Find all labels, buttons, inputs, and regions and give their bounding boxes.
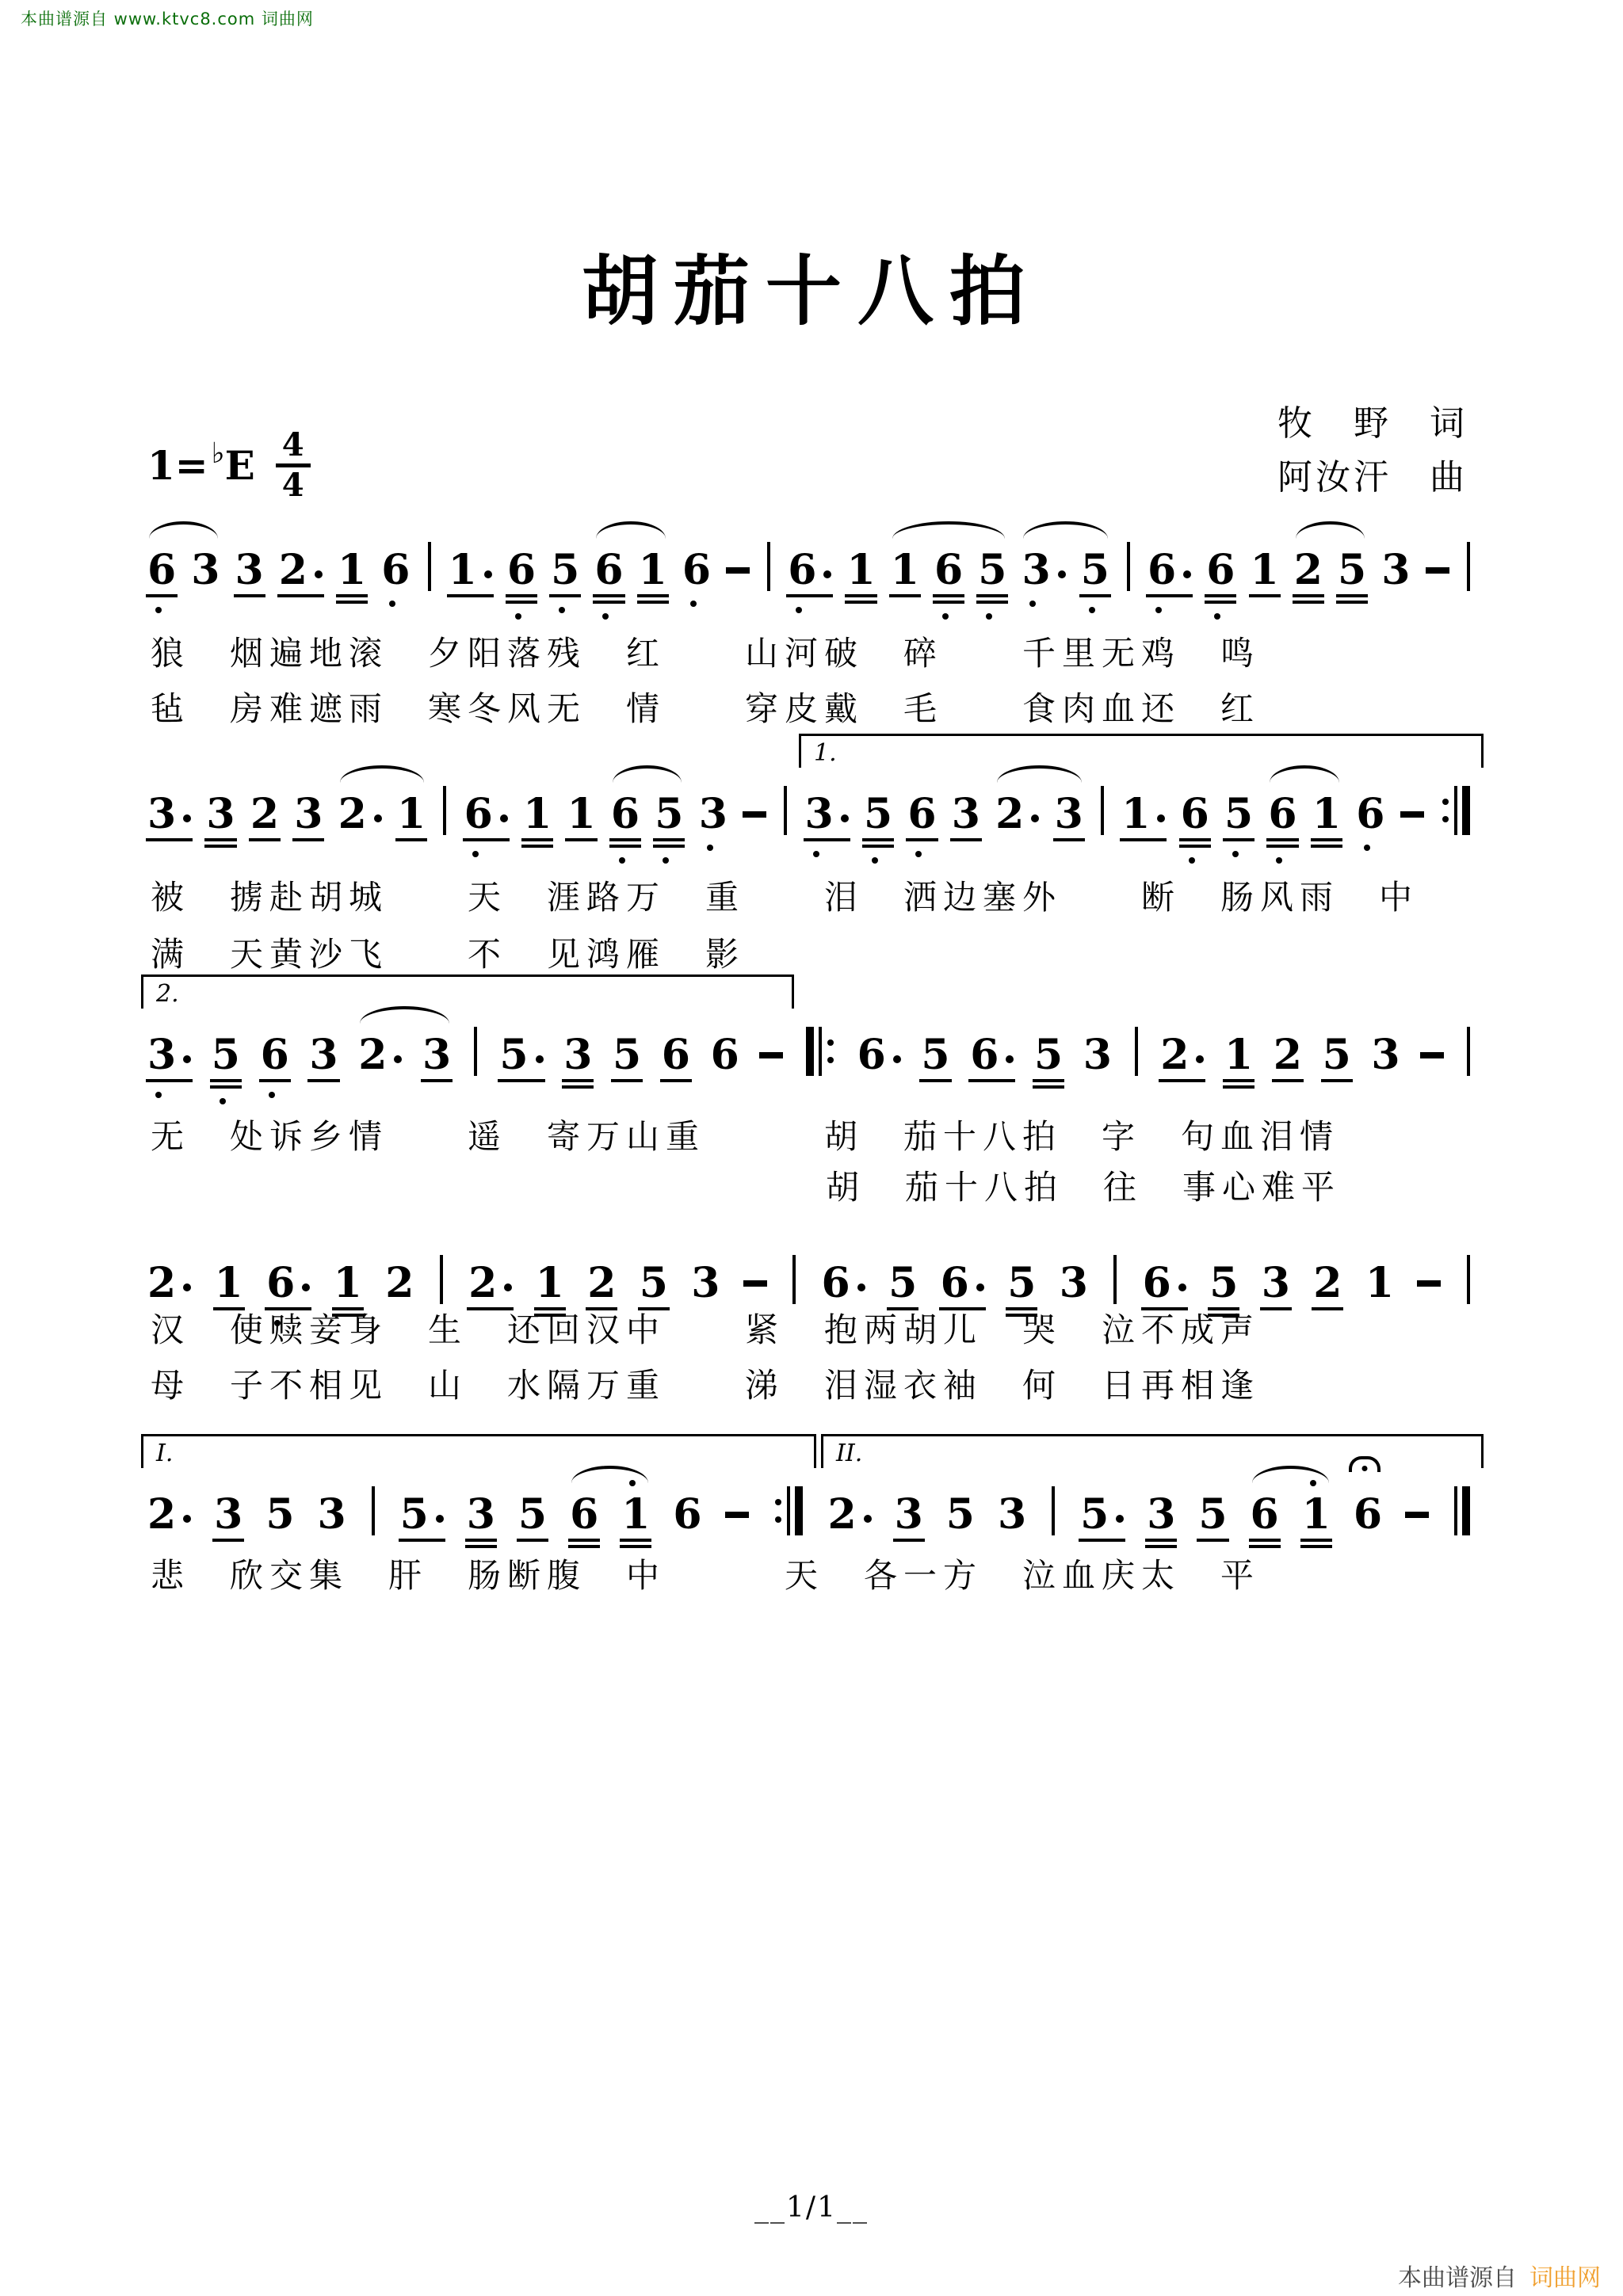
jianpu-note: 6	[570, 1489, 598, 1535]
repeat-barline	[772, 1486, 805, 1535]
jianpu-note: 3	[1059, 1259, 1088, 1307]
barline	[1465, 1255, 1472, 1304]
jianpu-note: 2	[468, 1258, 512, 1304]
jianpu-note: 5	[888, 1258, 917, 1304]
slur-arc	[596, 521, 666, 539]
jianpu-note: 6	[1143, 1258, 1186, 1304]
slur-arc	[1270, 765, 1339, 783]
barline	[1465, 1027, 1472, 1076]
jianpu-note: 5	[1323, 1030, 1351, 1076]
jianpu-note: 3	[317, 1490, 346, 1539]
lyricist-credit: 牧 野 词	[1277, 403, 1468, 444]
jianpu-note: 2	[1313, 1258, 1342, 1304]
jianpu-note: 3	[997, 1490, 1027, 1539]
composer-credit: 阿汝汗 曲	[1277, 457, 1468, 498]
meter-denominator: 4	[281, 467, 304, 504]
jianpu-note: 6	[710, 1031, 739, 1079]
jianpu-note: 2	[1160, 1030, 1204, 1076]
jianpu-note: 1	[536, 1258, 564, 1304]
jianpu-note: 1	[1251, 545, 1279, 591]
dash-note	[1420, 1052, 1444, 1058]
jianpu-note: 6	[1206, 545, 1235, 591]
jianpu-note: 6	[464, 789, 508, 835]
jianpu-note: 1	[846, 545, 875, 591]
jianpu-note: 5	[1198, 1489, 1227, 1535]
jianpu-note: 6	[266, 1258, 310, 1304]
jianpu-note: 1	[1224, 1030, 1253, 1076]
jianpu-note: 3	[309, 1030, 338, 1076]
ending-bracket	[799, 734, 1484, 768]
jianpu-note: 3	[1083, 1031, 1112, 1079]
jianpu-note: 3	[235, 545, 264, 591]
barline	[1465, 542, 1472, 591]
jianpu-note: 2	[279, 545, 323, 591]
barline	[472, 1027, 479, 1076]
jianpu-note: 3	[1055, 789, 1083, 835]
lyrics-line: 满 天黄沙飞 不 见鸿雁 影	[151, 935, 746, 974]
dash-note	[1400, 811, 1424, 818]
jianpu-note: 6	[1268, 789, 1296, 835]
jianpu-note: 5	[499, 1030, 543, 1076]
ending-label: II.	[836, 1440, 863, 1467]
source-site: 词曲网	[1529, 2264, 1601, 2292]
jianpu-note: 5	[1007, 1258, 1036, 1304]
jianpu-note: 1	[523, 789, 552, 835]
jianpu-note: 5	[1209, 1258, 1238, 1304]
ending-bracket	[821, 1434, 1484, 1468]
ending-bracket	[141, 974, 794, 1009]
jianpu-note: 3	[467, 1489, 495, 1535]
notation-system-4	[147, 1255, 1472, 1307]
dash-note	[1426, 567, 1449, 574]
ending-bracket	[141, 1434, 816, 1468]
barline	[369, 1486, 377, 1535]
barline	[781, 786, 789, 835]
jianpu-note: 6	[261, 1030, 289, 1076]
notation-system-1	[147, 542, 1472, 594]
jianpu-note: 2	[587, 1258, 616, 1304]
key-letter: E	[224, 442, 255, 489]
jianpu-note: 5	[400, 1489, 444, 1535]
song-title: 胡茄十八拍	[582, 246, 1041, 336]
jianpu-note: 1	[215, 1258, 243, 1304]
jianpu-note: 6	[673, 1490, 702, 1539]
jianpu-note: 6	[1356, 789, 1384, 835]
jianpu-note: 1	[449, 545, 492, 591]
jianpu-note: 2	[358, 1030, 402, 1076]
barline	[765, 542, 773, 591]
slur-arc	[360, 1006, 449, 1024]
jianpu-note: 5	[1034, 1030, 1063, 1076]
notation-row	[147, 1440, 1472, 1539]
slur-arc	[997, 765, 1082, 783]
ending-label: 2.	[156, 980, 179, 1008]
jianpu-note: 5	[945, 1490, 975, 1539]
jianpu-note: 5	[1080, 1489, 1124, 1535]
slur-arc	[1252, 1466, 1329, 1483]
key-signature	[147, 426, 311, 504]
slur-arc	[571, 1466, 648, 1483]
jianpu-note: 1	[334, 1258, 362, 1304]
jianpu-note: 2	[385, 1259, 414, 1307]
top-watermark: 本曲谱源自 www.ktvc8.com 词曲网	[21, 10, 314, 29]
dash-note	[743, 811, 766, 818]
time-signature	[276, 426, 311, 504]
dash-note	[1405, 1512, 1429, 1518]
jianpu-note: 3	[147, 1030, 191, 1076]
jianpu-note: 5	[1081, 545, 1109, 591]
barline	[426, 542, 433, 591]
jianpu-note: 1	[1312, 789, 1341, 835]
slur-arc	[1296, 521, 1365, 539]
lyrics-line: 胡 茄十八拍 往 事心难平	[826, 1168, 1342, 1207]
jianpu-note: 3	[1381, 546, 1411, 594]
jianpu-note: 6	[507, 545, 536, 591]
jianpu-note: 1	[338, 545, 366, 591]
barline	[1125, 542, 1132, 591]
meter-numerator: 4	[276, 429, 311, 467]
jianpu-note: 1	[1365, 1259, 1395, 1307]
ending-label: I.	[156, 1440, 174, 1467]
jianpu-note: 5	[921, 1030, 949, 1076]
lyrics-line: 悲 欣交集 肝 肠断腹 中 天 各一方 泣血庆太 平	[151, 1556, 1261, 1595]
jianpu-note: 3	[1022, 545, 1065, 591]
lyrics-line: 汉 使赎妾身 生 还回汉中 紧 抱两胡儿 哭 泣不成声	[151, 1310, 1261, 1349]
dash-note	[725, 1512, 749, 1518]
jianpu-note: 3	[206, 789, 235, 835]
dash-note	[726, 567, 750, 574]
jianpu-note: 5	[265, 1490, 295, 1539]
bottom-watermark	[1398, 2258, 1601, 2293]
slur-arc	[613, 765, 682, 783]
jianpu-note: 2	[827, 1489, 871, 1535]
jianpu-note: 5	[551, 545, 579, 591]
jianpu-note: 3	[691, 1259, 720, 1307]
jianpu-note: 2	[1294, 545, 1323, 591]
notation-row	[147, 542, 1472, 594]
jianpu-note: 5	[640, 1258, 668, 1304]
jianpu-note: 1	[639, 545, 667, 591]
jianpu-note: 3	[699, 789, 727, 835]
jianpu-note: 3	[563, 1030, 592, 1076]
jianpu-note: 3	[895, 1489, 923, 1535]
jianpu-note: 3	[1262, 1258, 1290, 1304]
jianpu-note: 6	[970, 1030, 1014, 1076]
jianpu-note: 5	[518, 1489, 547, 1535]
slur-arc	[1023, 521, 1108, 539]
jianpu-note: 1	[1121, 789, 1165, 835]
jianpu-note: 1	[621, 1489, 650, 1535]
slur-arc	[149, 521, 218, 539]
notation-system-3	[147, 980, 1472, 1079]
barline	[437, 1255, 445, 1304]
jianpu-note: 2	[338, 789, 382, 835]
jianpu-note: 6	[907, 789, 936, 835]
jianpu-note: 3	[147, 789, 191, 835]
jianpu-note: 3	[1371, 1031, 1400, 1079]
repeat-barline	[804, 1027, 837, 1076]
dash-note	[743, 1280, 767, 1287]
slur-arc	[340, 765, 424, 783]
jianpu-note: 6	[682, 545, 711, 591]
jianpu-note: 6	[381, 545, 410, 591]
jianpu-note: 1	[891, 545, 919, 591]
notation-system-5	[147, 1440, 1472, 1539]
jianpu-note: 6	[611, 789, 640, 835]
jianpu-note: 6	[147, 545, 176, 591]
jianpu-note: 6	[1181, 789, 1209, 835]
page-number: __1/1__	[754, 2191, 869, 2224]
flat-sign: ♭	[211, 436, 225, 470]
notation-row	[147, 980, 1472, 1079]
notation-row	[147, 739, 1472, 838]
jianpu-note: 3	[952, 789, 980, 835]
jianpu-note: 1	[397, 789, 426, 835]
jianpu-note: 3	[214, 1489, 242, 1535]
source-prefix: 本曲谱源自	[1398, 2264, 1517, 2292]
jianpu-note: 5	[1224, 789, 1253, 835]
jianpu-note: 6	[662, 1030, 690, 1076]
jianpu-note: 2	[1274, 1030, 1302, 1076]
lyrics-line: 狼 烟遍地滚 夕阳落残 红 山河破 碎 千里无鸡 鸣	[151, 634, 1261, 673]
jianpu-note: 6	[594, 545, 623, 591]
barline	[1111, 1255, 1119, 1304]
barline	[1132, 1027, 1140, 1076]
jianpu-note: 5	[1338, 545, 1366, 591]
jianpu-note: 2	[995, 789, 1039, 835]
notation-system-2	[147, 739, 1472, 838]
jianpu-note: 6	[1354, 1489, 1382, 1535]
jianpu-note: 5	[978, 545, 1006, 591]
jianpu-note: 1	[1302, 1489, 1331, 1535]
jianpu-note: 5	[613, 1030, 641, 1076]
jianpu-note: 6	[934, 545, 963, 591]
dash-note	[1417, 1280, 1441, 1287]
final-barline	[1452, 1486, 1472, 1535]
dash-note	[759, 1052, 783, 1058]
jianpu-note: 3	[191, 546, 220, 594]
slur-arc	[892, 521, 1005, 539]
jianpu-note: 2	[147, 1258, 191, 1304]
key-prefix: 1=	[147, 442, 208, 489]
barline	[1049, 1486, 1057, 1535]
jianpu-note: 5	[864, 789, 892, 835]
lyrics-line: 母 子不相见 山 水隔万重 涕 泪湿衣袖 何 日再相逢	[151, 1366, 1261, 1405]
notation-row	[147, 1255, 1472, 1307]
barline	[441, 786, 449, 835]
lyrics-line: 毡 房难遮雨 寒冬风无 情 穿皮戴 毛 食肉血还 红	[151, 689, 1261, 728]
jianpu-note: 5	[212, 1030, 240, 1076]
jianpu-note: 1	[567, 789, 595, 835]
repeat-barline	[1439, 786, 1472, 835]
ending-label: 1.	[814, 739, 837, 767]
lyrics-line: 无 处诉乡情 遥 寄万山重 胡 茄十八拍 字 句血泪情	[151, 1117, 1340, 1156]
jianpu-note: 6	[1251, 1489, 1279, 1535]
jianpu-note: 3	[805, 789, 849, 835]
jianpu-note: 6	[788, 545, 831, 591]
jianpu-note: 6	[941, 1258, 984, 1304]
jianpu-note: 3	[1147, 1489, 1175, 1535]
jianpu-note: 5	[655, 789, 683, 835]
jianpu-note: 6	[1148, 545, 1191, 591]
lyrics-line: 被 掳赴胡城 天 涯路万 重 泪 洒边塞外 断 肠风雨 中	[151, 878, 1419, 917]
jianpu-note: 2	[250, 789, 279, 835]
jianpu-note: 3	[294, 789, 323, 835]
barline	[790, 1255, 798, 1304]
barline	[1098, 786, 1106, 835]
jianpu-note: 6	[857, 1030, 901, 1076]
jianpu-note: 2	[147, 1489, 191, 1535]
jianpu-note: 6	[822, 1258, 865, 1304]
jianpu-note: 3	[422, 1030, 451, 1076]
